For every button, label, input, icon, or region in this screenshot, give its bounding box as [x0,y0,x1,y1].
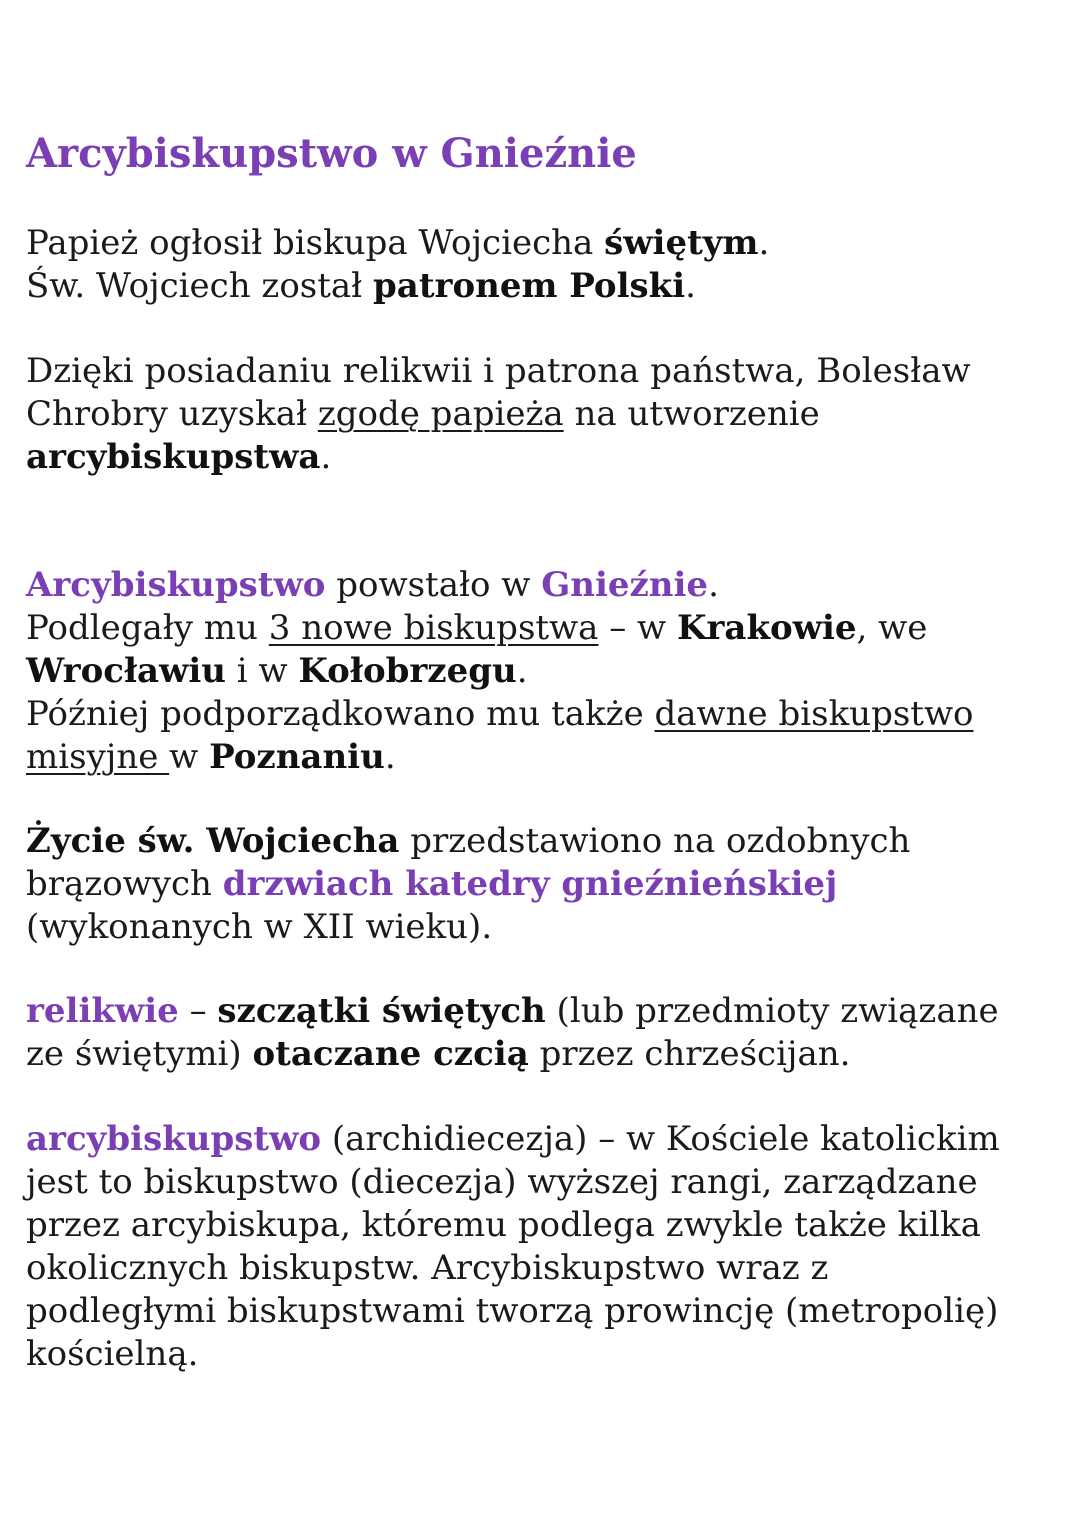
text-run: (archidiecezja) – w Kościele katolickim [321,1119,1000,1159]
underlined-term: misyjne [26,737,170,777]
text-run: Chrobry uzyskał [26,394,318,434]
bold-term: Życie św. Wojciecha [26,821,400,861]
text-line: podległymi biskupstwami tworzą prowincję (metropolię) [26,1291,999,1331]
text-run: powstało w [325,565,542,605]
bold-term: otaczane czcią [252,1034,529,1074]
text-run: w [169,737,210,777]
text-line: kościelną. [26,1334,199,1374]
bold-term: świętym [604,223,759,263]
text-line: przez arcybiskupa, któremu podlega zwykle także kilka [26,1205,981,1245]
text-line [26,863,1056,906]
text-line [26,820,1056,863]
text-run: Później podporządkowano mu także [26,694,655,734]
purple-term: drzwiach katedry gnieźnieńskiej [222,864,838,904]
text-run: przedstawiono na ozdobnych [399,821,911,861]
text-run: . [320,437,332,477]
underlined-term: 3 nowe biskupstwa [268,608,599,648]
text-line [26,265,1056,308]
text-run: – w [598,608,677,648]
paragraph-consent [26,350,1056,479]
text-line: Dzięki posiadaniu relikwii i patrona państwa, Bolesław [26,351,971,391]
definition-relics [26,990,1056,1076]
text-run: (lub przedmioty związane [545,991,999,1031]
paragraph-patron [26,222,1056,308]
purple-term: arcybiskupstwo [26,1119,322,1159]
text-run: – [178,991,218,1031]
text-line [26,1033,1056,1076]
text-line [26,650,1056,693]
text-run: przez chrześcijan. [528,1034,851,1074]
bold-term: patronem Polski [373,266,686,306]
bold-term: Poznaniu [209,737,385,777]
text-run: na utworzenie [563,394,820,434]
text-run: . [384,737,396,777]
text-line: okolicznych biskupstw. Arcybiskupstwo wraz z [26,1248,829,1288]
text-run: . [758,223,770,263]
purple-term: relikwie [26,991,179,1031]
text-run: . [516,651,528,691]
text-line [26,393,1056,436]
text-run: Św. Wojciech został [26,266,374,306]
text-line [26,990,1056,1033]
text-line [26,436,1056,479]
purple-term: Arcybiskupstwo [26,565,326,605]
definition-archbishopric [26,1118,1056,1376]
paragraph-archbishopric [26,564,1056,779]
bold-term: Krakowie [676,608,857,648]
text-run: i w [225,651,299,691]
text-line [26,222,1056,265]
paragraph-cathedral-doors [26,820,1056,949]
text-run: . [685,266,696,306]
bold-term: Kołobrzegu [298,651,517,691]
underlined-term: dawne biskupstwo [654,694,974,734]
text-line [26,693,1056,736]
text-line [26,607,1056,650]
purple-term: Gnieźnie [541,565,709,605]
bold-term: Wrocławiu [26,651,226,691]
text-run: . [708,565,719,605]
text-run: , we [856,608,928,648]
text-line: jest to biskupstwo (diecezja) wyższej rangi, zarządzane [26,1162,978,1202]
text-run: Podlegały mu [26,608,269,648]
underlined-term: zgodę papieża [317,394,564,434]
bold-term: szczątki świętych [217,991,546,1031]
text-run: ze świętymi) [26,1034,253,1074]
text-run: Papież ogłosił biskupa Wojciecha [26,223,605,263]
page-title: Arcybiskupstwo w Gnieźnie [26,130,637,177]
text-run: brązowych [26,864,223,904]
text-line [26,1118,1056,1161]
text-line [26,736,1056,779]
text-line: (wykonanych w XII wieku). [26,907,493,947]
bold-term: arcybiskupstwa [26,437,321,477]
text-line [26,564,1056,607]
